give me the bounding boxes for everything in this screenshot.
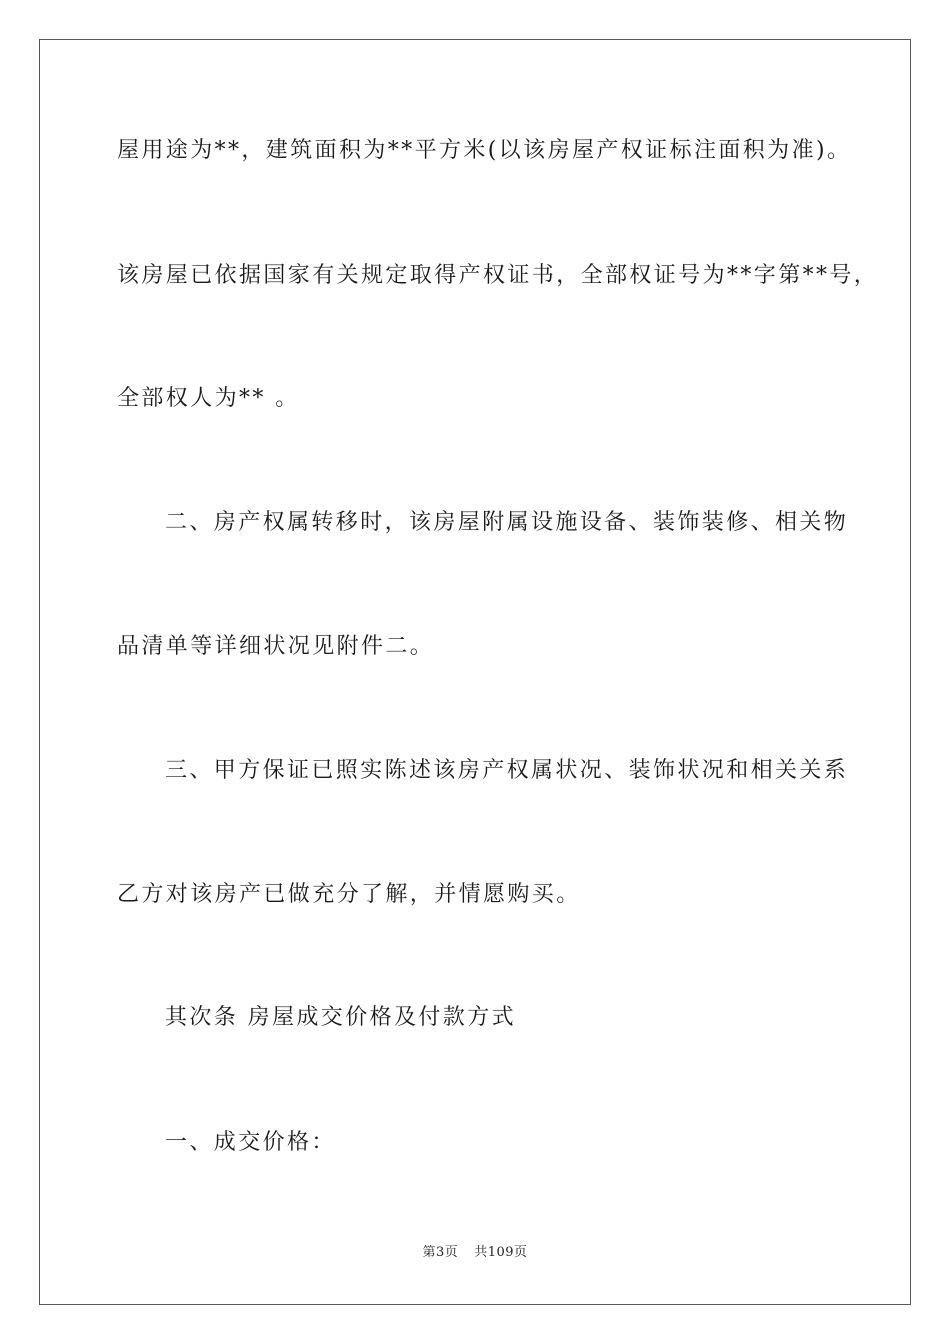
paragraph-line: 屋用途为**，建筑面积为**平方米(以该房屋产权证标注面积为准)。 [117, 138, 852, 163]
page-total: 共109页 [474, 1245, 528, 1260]
page-number: 第3页 [422, 1245, 459, 1260]
paragraph-line: 品清单等详细状况见附件二。 [117, 634, 435, 659]
paragraph-line: 一、成交价格： [165, 1130, 336, 1155]
paragraph-line: 全部权人为** 。 [117, 386, 300, 411]
paragraph-line: 该房屋已依据国家有关规定取得产权证书，全部权证号为**字第**号， [117, 263, 879, 288]
paragraph-line: 二、房产权属转移时，该房屋附属设施设备、装饰装修、相关物 [165, 510, 849, 535]
page-frame [39, 39, 911, 1305]
paragraph-line: 三、甲方保证已照实陈述该房产权属状况、装饰状况和相关关系 [165, 758, 849, 783]
page-footer [0, 1244, 950, 1262]
section-heading: 其次条 房屋成交价格及付款方式 [165, 1005, 516, 1030]
paragraph-line: 乙方对该房产已做充分了解，并情愿购买。 [117, 882, 581, 907]
